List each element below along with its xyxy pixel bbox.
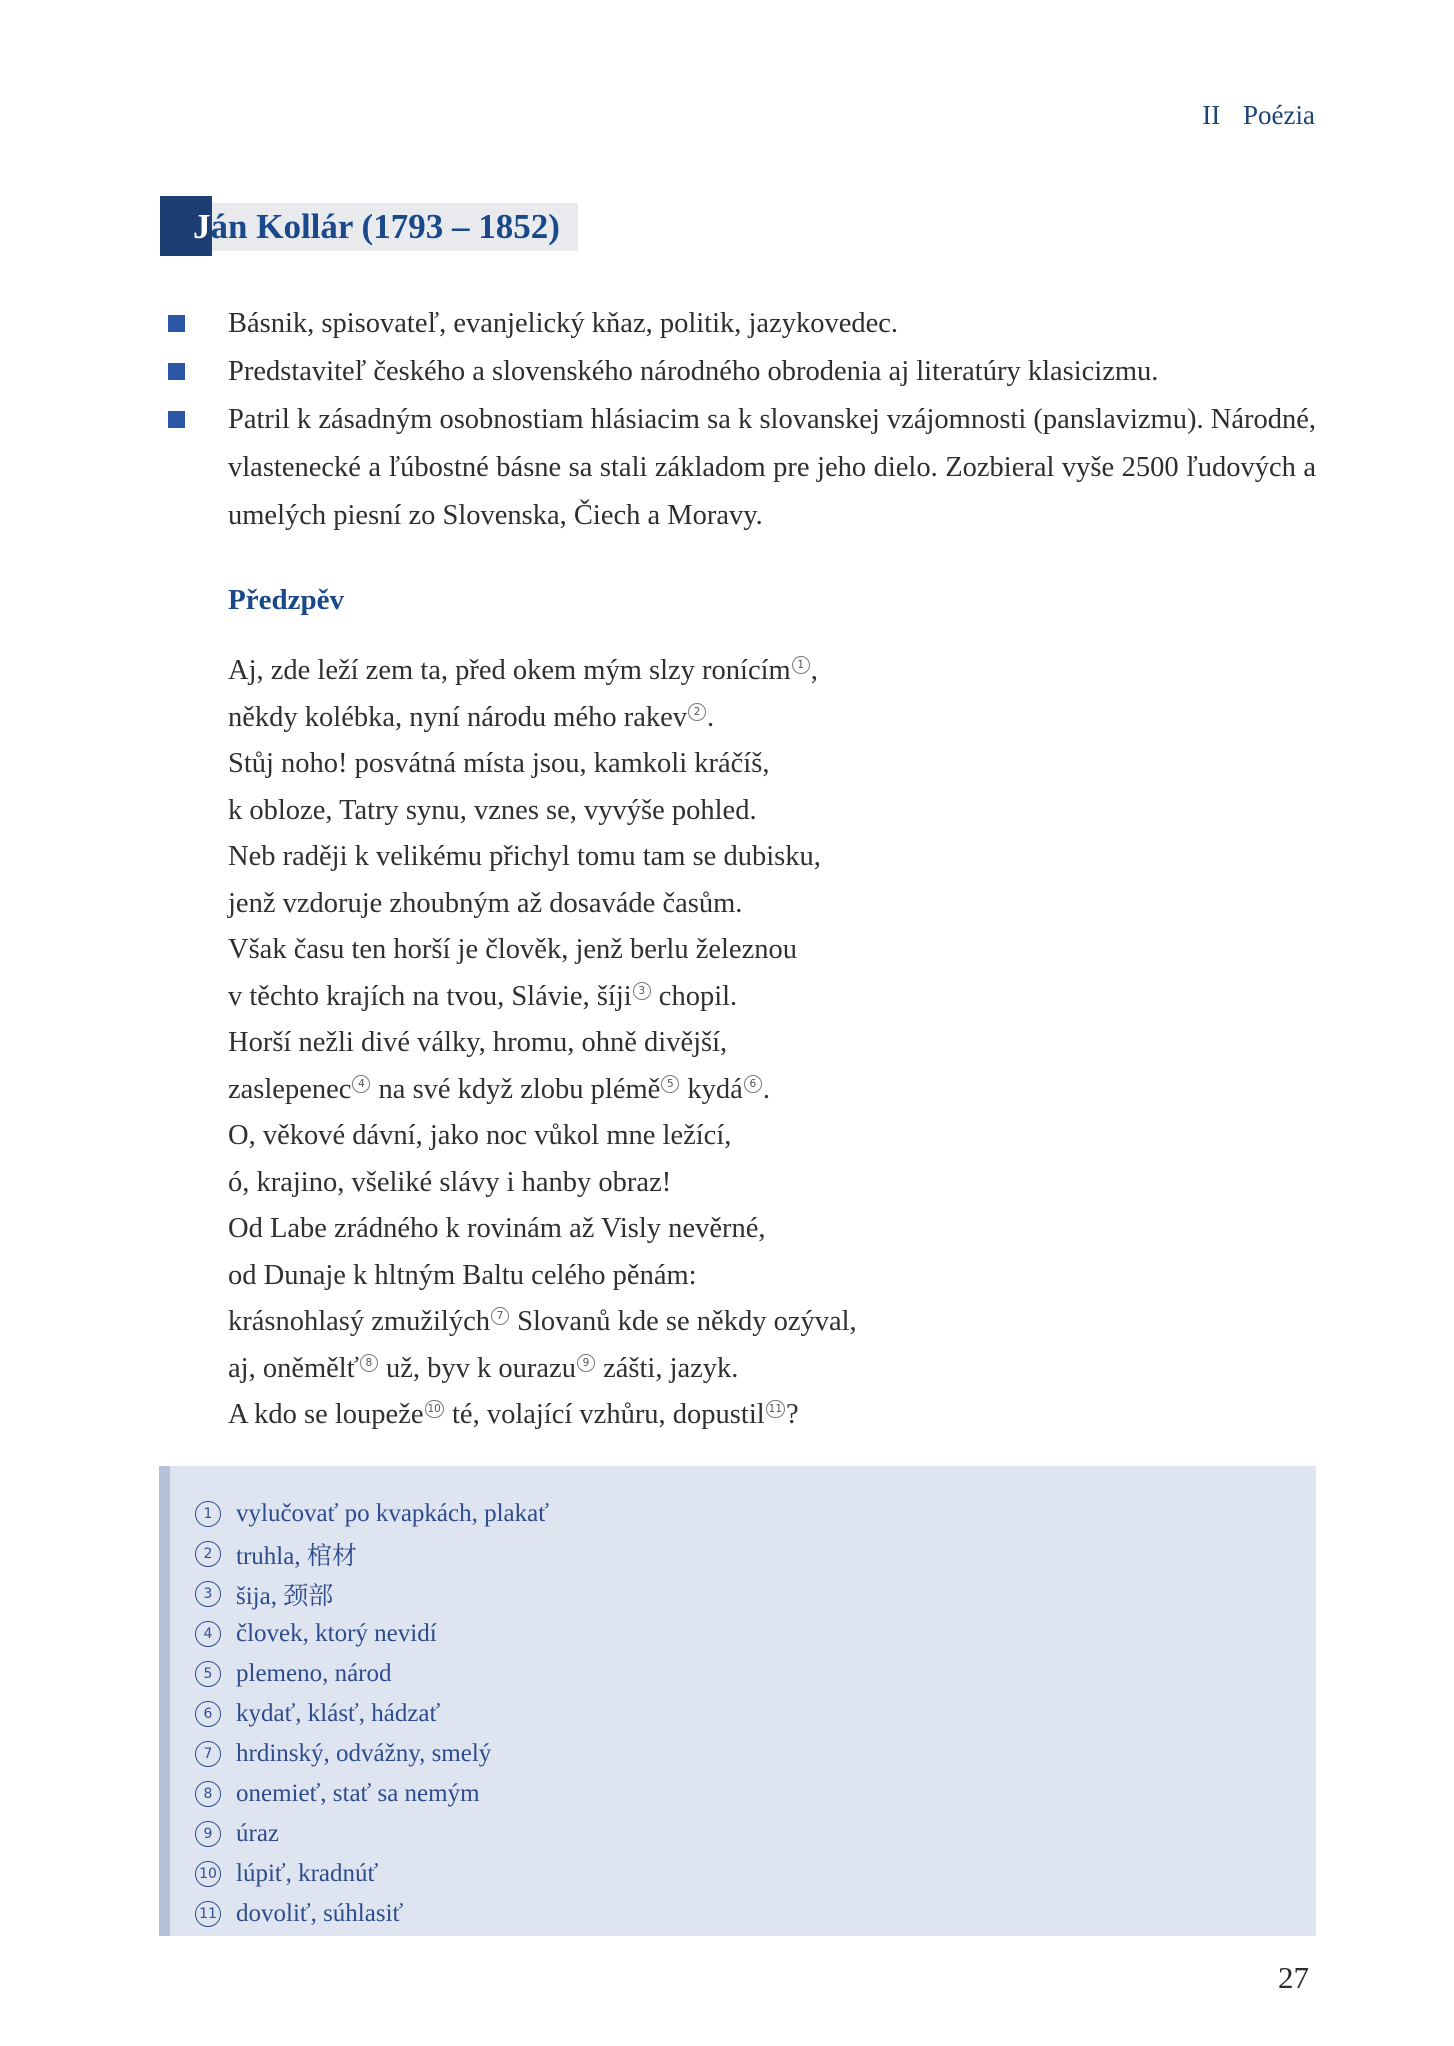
footnote-item xyxy=(195,1894,1296,1934)
bullet-item xyxy=(168,348,1316,396)
title-background-band xyxy=(190,203,578,251)
poem-line: Však času ten horší je člověk, jenž berlu železnou xyxy=(228,934,797,965)
footnote-text: hrdinský, odvážny, smelý xyxy=(236,1740,492,1767)
footnote-list xyxy=(195,1494,1296,1934)
poem-lines xyxy=(228,648,1318,1439)
bullet-list xyxy=(168,300,1316,540)
footnote-number: 10 xyxy=(195,1861,221,1887)
poem-line: aj, oněmělť 8 už, byv k ourazu 9 zášti, jazyk. xyxy=(228,1352,739,1384)
footnote-item xyxy=(195,1734,1296,1774)
footnote-ref: 6 xyxy=(744,1075,762,1093)
poem-line: A kdo se loupeže 10 té, volající vzhůru, dopustil 11 ? xyxy=(228,1399,799,1430)
bullet-square-icon xyxy=(168,363,185,380)
footnote-text: onemieť, stať sa nemým xyxy=(236,1780,480,1807)
footnote-item xyxy=(195,1534,1296,1574)
poem-line: v těchto krajích na tvou, Slávie, šíji 3 chopil. xyxy=(228,980,738,1012)
footnote-text: lúpiť, kradnúť xyxy=(236,1860,379,1887)
footnote-number: 2 xyxy=(195,1541,221,1567)
footnote-item xyxy=(195,1854,1296,1894)
chapter-title-row xyxy=(160,196,1060,258)
footnote-ref: 8 xyxy=(360,1354,378,1372)
footnote-item xyxy=(195,1654,1296,1694)
footnote-number: 8 xyxy=(195,1781,221,1807)
footnote-number: 9 xyxy=(195,1821,221,1847)
footnote-number: 3 xyxy=(195,1581,221,1607)
footnote-ref: 2 xyxy=(688,703,706,721)
section-header: II Poézia xyxy=(1202,100,1315,130)
poem-title: Předzpěv xyxy=(228,584,344,616)
page-title: Ján Kollár (1793 – 1852) xyxy=(193,207,560,246)
footnote-ref: 11 xyxy=(766,1400,785,1418)
footnote-item xyxy=(195,1574,1296,1614)
poem-line: Neb raději k velikému přichyl tomu tam se dubisku, xyxy=(228,841,821,872)
poem-line: k obloze, Tatry synu, vznes se, vyvýše pohled. xyxy=(228,794,757,826)
footnote-number: 1 xyxy=(195,1501,221,1527)
footnote-number: 4 xyxy=(195,1621,221,1647)
bullet-square-icon xyxy=(168,315,185,332)
bullet-text: Patril k zásadným osobnostiam hlásiacim sa k slovanskej vzájomnosti (panslavizmu). Národné, vlastenecké a ľúbostné básne sa stali základom pre jeho dielo. Zozbieral vyše 2500 ľudových a umelých piesní zo Slovenska, Čiech a Moravy. xyxy=(228,404,1316,531)
bullet-text: Predstaviteľ českého a slovenského národného obrodenia aj literatúry klasicizmu. xyxy=(228,356,1159,387)
footnote-number: 7 xyxy=(195,1741,221,1767)
poem-line: zaslepenec 4 na své když zlobu plémě 5 kydá 6 . xyxy=(228,1073,770,1105)
footnote-number: 11 xyxy=(195,1901,221,1927)
footnote-ref: 5 xyxy=(661,1075,679,1093)
footnote-item xyxy=(195,1814,1296,1854)
footnote-text: kydať, klásť, hádzať xyxy=(236,1700,441,1727)
footnote-ref: 3 xyxy=(633,982,651,1000)
poem-line: jenž vzdoruje zhoubným až dosaváde časům. xyxy=(228,887,743,919)
bullet-square-icon xyxy=(168,411,185,428)
footnote-ref: 4 xyxy=(352,1075,370,1093)
footnote-text: človek, ktorý nevidí xyxy=(236,1620,437,1647)
footnote-number: 5 xyxy=(195,1661,221,1687)
poem-line: od Dunaje k hltným Baltu celého pěnám: xyxy=(228,1259,697,1291)
footnote-text: dovoliť, súhlasiť xyxy=(236,1900,404,1927)
poem-line: O, věkové dávní, jako noc vůkol mne ležící, xyxy=(228,1120,732,1151)
footnote-text: plemeno, národ xyxy=(236,1660,392,1687)
footnote-ref: 10 xyxy=(425,1400,444,1418)
poem-line: Horší nežli divé války, hromu, ohně divější, xyxy=(228,1027,728,1058)
poem-line: krásnohlasý zmužilých 7 Slovanů kde se někdy ozýval, xyxy=(228,1306,857,1337)
footnote-item xyxy=(195,1774,1296,1814)
footnote-ref: 9 xyxy=(577,1354,595,1372)
poem-line: Od Labe zrádného k rovinám až Visly nevěrné, xyxy=(228,1213,766,1244)
footnote-text: truhla, 棺材 xyxy=(236,1543,357,1570)
bullet-text: Básnik, spisovateľ, evanjelický kňaz, politik, jazykovedec. xyxy=(228,308,899,339)
footnote-box xyxy=(159,1466,1316,1936)
page-number: 27 xyxy=(1278,1960,1309,1995)
poem-line: ó, krajino, všeliké slávy i hanby obraz! xyxy=(228,1166,672,1198)
footnote-item xyxy=(195,1614,1296,1654)
bullet-item xyxy=(168,396,1316,540)
poem-line: Stůj noho! posvátná místa jsou, kamkoli kráčíš, xyxy=(228,748,770,779)
footnote-text: vylučovať po kvapkách, plakať xyxy=(236,1500,549,1527)
footnote-ref: 1 xyxy=(792,656,810,674)
footnote-number: 6 xyxy=(195,1701,221,1727)
footnote-ref: 7 xyxy=(491,1307,509,1325)
footnote-item xyxy=(195,1694,1296,1734)
poem-line: někdy kolébka, nyní národu mého rakev 2 . xyxy=(228,701,715,733)
bullet-item xyxy=(168,300,1316,348)
footnote-item xyxy=(195,1494,1296,1534)
footnote-text: úraz xyxy=(236,1820,280,1847)
footnote-text: šija, 颈部 xyxy=(236,1583,334,1610)
poem-line: Aj, zde leží zem ta, před okem mým slzy ronícím 1 , xyxy=(228,655,818,686)
